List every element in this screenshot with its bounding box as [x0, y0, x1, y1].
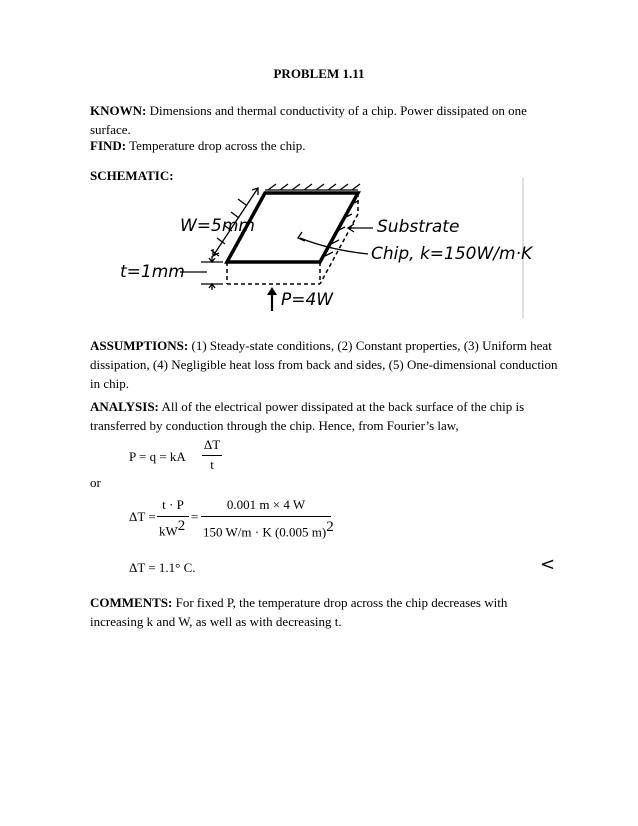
eq2-numerator-1: t · P [162, 497, 184, 512]
eq2-den2-exponent: 2 [326, 519, 334, 535]
thickness-label: t=1mm [120, 262, 185, 282]
chip-label: Chip, k=150W/m·K [371, 244, 533, 264]
find-text: Temperature drop across the chip. [129, 138, 306, 153]
eq2-numerator-2: 0.001 m × 4 W [226, 497, 306, 512]
analysis-label: ANALYSIS: [90, 399, 159, 414]
known-label: KNOWN: [90, 103, 147, 118]
or-text: or [90, 475, 101, 490]
power-arrow [267, 287, 277, 311]
width-label: W=5mm [180, 216, 255, 236]
comments-section [90, 593, 562, 631]
label-leaders [298, 224, 373, 254]
eq2-denominator-2 [203, 519, 334, 540]
eq2-equals: = [191, 509, 199, 524]
eq2-den1-exponent: 2 [177, 518, 186, 534]
eq2-fraction-bar-1 [157, 516, 189, 517]
comments-label: COMMENTS: [90, 595, 173, 610]
comments-text: For fixed P, the temperature drop across the chip decreases with increasing k and W, as well as with decreasing t. [90, 595, 508, 629]
eq1-lhs: P = q = kA [129, 449, 186, 464]
eq1-denominator: t [210, 457, 214, 472]
known-text: Dimensions and thermal conductivity of a chip. Power dissipated on one surface. [90, 103, 527, 137]
eq2-den2-base: 150 W/m · K (0.005 m) [203, 524, 327, 540]
substrate-label: Substrate [377, 217, 460, 237]
eq1-fraction-bar [202, 455, 222, 456]
power-label: P=4W [281, 290, 334, 310]
eq1-numerator: ΔT [203, 437, 221, 452]
find-label: FIND: [90, 138, 127, 153]
analysis-section [90, 397, 560, 435]
analysis-text: All of the electrical power dissipated at the back surface of the chip is transferred by conduction through the chip. Hence, from Fourier’s law, [90, 399, 525, 433]
chip-schematic [0, 0, 638, 330]
assumptions-label: ASSUMPTIONS: [90, 338, 189, 353]
thickness-dimension [180, 256, 223, 290]
assumptions-section [90, 336, 560, 393]
eq2-denominator-1 [159, 518, 185, 539]
assumptions-text: (1) Steady-state conditions, (2) Constant properties, (3) Uniform heat dissipation, (4) Negligible heat loss from back and sides, (5) One-dimensional conduction in chip. [90, 338, 558, 391]
chip-hidden-edges [227, 193, 358, 284]
result-marker: < [540, 554, 556, 575]
eq2-fraction-bar-2 [201, 516, 331, 517]
result-equation: ΔT = 1.1° C. [129, 560, 196, 575]
eq2-den1-base: kW [159, 523, 178, 539]
eq2-lhs: ΔT = [129, 509, 156, 524]
schematic-label: SCHEMATIC: [90, 168, 174, 183]
problem-title: PROBLEM 1.11 [273, 66, 365, 81]
